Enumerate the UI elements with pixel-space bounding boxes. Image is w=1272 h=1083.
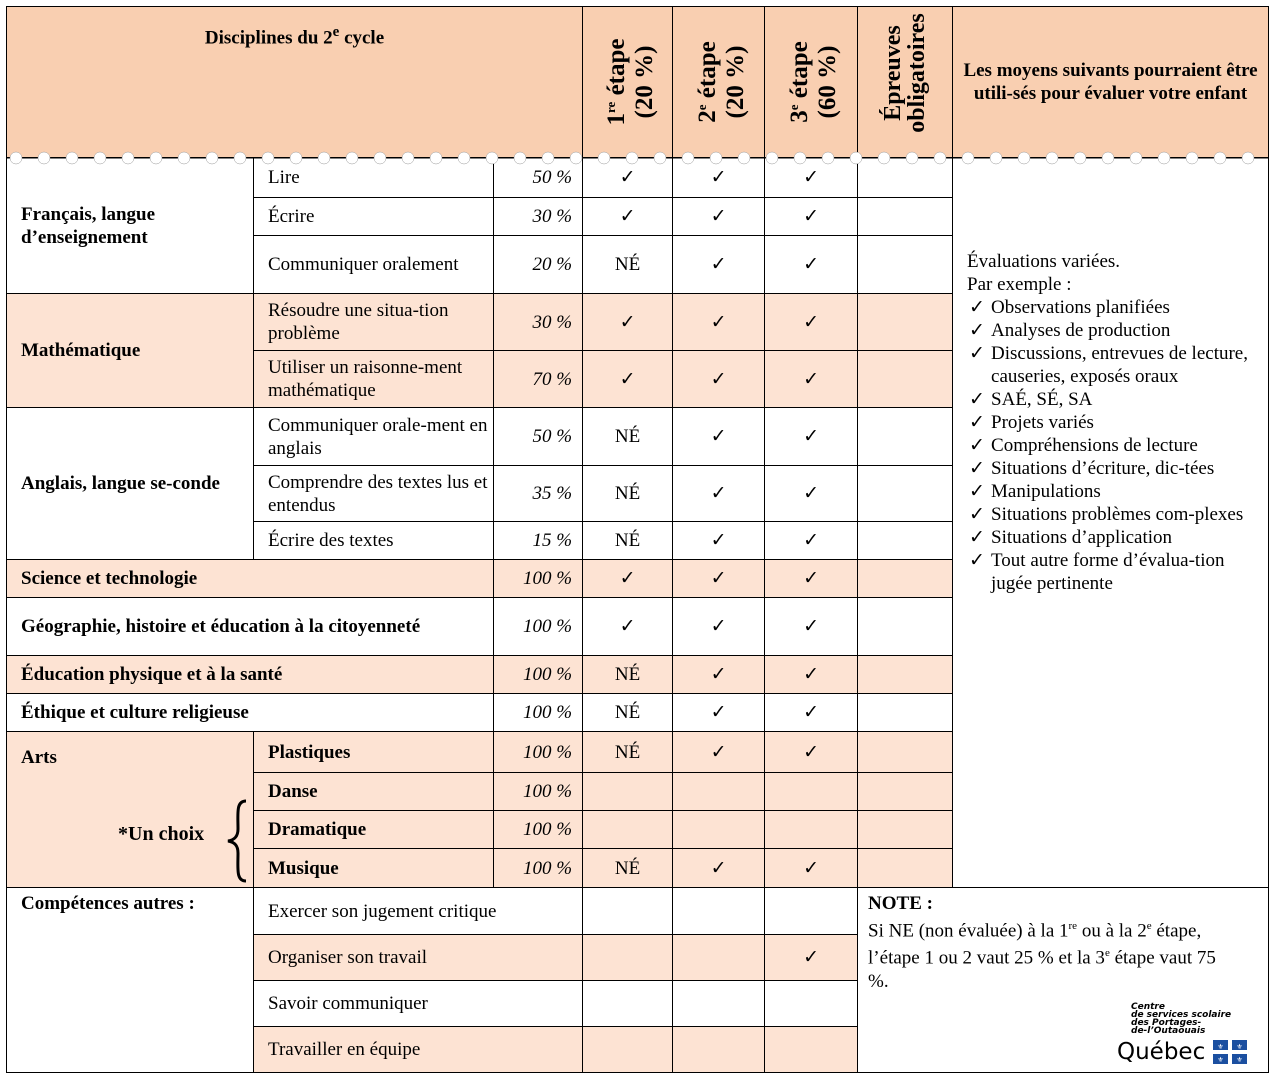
empty-cell xyxy=(858,811,953,849)
weight-value: 35 % xyxy=(494,466,583,522)
dotted-divider xyxy=(6,151,1268,165)
header-step3: 3e étape (60 %) xyxy=(765,7,858,158)
divider-dot xyxy=(1130,152,1142,164)
subject-francais: Français, langue d’enseignement xyxy=(7,158,254,294)
weight-value: 100 % xyxy=(494,656,583,694)
divider-dot xyxy=(906,152,918,164)
list-item: ✓ Compréhensions de lecture xyxy=(969,435,1198,456)
empty-cell xyxy=(673,811,765,849)
empty-cell xyxy=(673,935,765,981)
divider-dot xyxy=(598,152,610,164)
check-mark: ✓ xyxy=(673,598,765,656)
check-mark: ✓ xyxy=(765,158,858,198)
empty-cell xyxy=(583,981,673,1027)
divider-dot xyxy=(850,152,862,164)
divider-dot xyxy=(150,152,162,164)
subject-maths: Mathématique xyxy=(7,294,254,408)
divider-dot xyxy=(66,152,78,164)
not-evaluated-mark: NÉ xyxy=(583,849,673,888)
divider-dot xyxy=(1158,152,1170,164)
svg-text:⚜: ⚜ xyxy=(1217,1056,1224,1064)
table-row xyxy=(7,888,1269,935)
list-item: ✓ Tout autre forme d’évalua-tion jugée pertinente xyxy=(969,550,1225,594)
empty-cell xyxy=(858,598,953,656)
divider-dot xyxy=(1242,152,1254,164)
list-item: ✓ Analyses de production xyxy=(969,320,1171,341)
empty-cell xyxy=(858,560,953,598)
divider-dot xyxy=(1074,152,1086,164)
check-mark: ✓ xyxy=(583,560,673,598)
divider-dot xyxy=(570,152,582,164)
divider-dot xyxy=(766,152,778,164)
header-title: Disciplines du 2e cycle xyxy=(7,7,583,158)
arts-choice-label: *Un choix xyxy=(118,823,205,845)
weight-value: 100 % xyxy=(494,560,583,598)
check-mark: ✓ xyxy=(765,466,858,522)
header-step1: 1re étape (20 %) xyxy=(583,7,673,158)
divider-dot xyxy=(738,152,750,164)
header-step2: 2e étape (20 %) xyxy=(673,7,765,158)
weight-value: 50 % xyxy=(494,408,583,466)
divider-dot xyxy=(1018,152,1030,164)
fleurdelise-icon xyxy=(1213,1040,1247,1064)
header-exams: Épreuves obligatoires xyxy=(858,7,953,158)
check-mark: ✓ xyxy=(583,158,673,198)
empty-cell xyxy=(583,888,673,935)
empty-cell xyxy=(673,981,765,1027)
empty-cell xyxy=(858,198,953,236)
check-mark: ✓ xyxy=(765,294,858,351)
divider-dot xyxy=(206,152,218,164)
divider-dot xyxy=(262,152,274,164)
competency-label: Utiliser un raisonne-ment mathématique xyxy=(254,351,494,408)
check-mark: ✓ xyxy=(673,732,765,773)
header-means: Les moyens suivants pourraient être utili-sés pour évaluer votre enfant xyxy=(953,7,1269,158)
divider-dot xyxy=(346,152,358,164)
subject-education-physique: Éducation physique et à la santé xyxy=(7,656,494,694)
divider-dot xyxy=(458,152,470,164)
svg-text:⚜: ⚜ xyxy=(1217,1043,1224,1051)
check-mark: ✓ xyxy=(765,408,858,466)
divider-dot xyxy=(486,152,498,164)
divider-dot xyxy=(654,152,666,164)
empty-cell xyxy=(858,408,953,466)
empty-cell xyxy=(858,294,953,351)
not-evaluated-mark: NÉ xyxy=(583,522,673,560)
not-evaluated-mark: NÉ xyxy=(583,466,673,522)
weight-value: 30 % xyxy=(494,294,583,351)
not-evaluated-mark: NÉ xyxy=(583,408,673,466)
empty-cell xyxy=(765,811,858,849)
competency-label: Organiser son travail xyxy=(254,935,583,981)
weight-value: 100 % xyxy=(494,811,583,849)
svg-text:⚜: ⚜ xyxy=(1236,1043,1243,1051)
check-mark: ✓ xyxy=(673,158,765,198)
divider-dot xyxy=(178,152,190,164)
list-item: ✓ Projets variés xyxy=(969,412,1094,433)
check-mark: ✓ xyxy=(673,198,765,236)
competency-label: Communiquer oralement xyxy=(254,236,494,294)
list-item: ✓ Situations problèmes com-plexes xyxy=(969,504,1244,525)
empty-cell xyxy=(765,773,858,811)
check-mark: ✓ xyxy=(673,466,765,522)
empty-cell xyxy=(583,773,673,811)
subject-geographie: Géographie, histoire et éducation à la citoyenneté xyxy=(7,598,494,656)
weight-value: 30 % xyxy=(494,198,583,236)
not-evaluated-mark: NÉ xyxy=(583,694,673,732)
empty-cell xyxy=(583,1027,673,1073)
weight-value: 15 % xyxy=(494,522,583,560)
empty-cell xyxy=(765,888,858,935)
not-evaluated-mark: NÉ xyxy=(583,732,673,773)
competency-label: Exercer son jugement critique xyxy=(254,888,583,935)
list-item: ✓ Discussions, entrevues de lecture, causeries, exposés oraux xyxy=(969,343,1248,387)
divider-dot xyxy=(514,152,526,164)
check-mark: ✓ xyxy=(673,522,765,560)
empty-cell xyxy=(765,981,858,1027)
divider-dot xyxy=(402,152,414,164)
divider-dot xyxy=(430,152,442,164)
check-mark: ✓ xyxy=(765,732,858,773)
divider-dot xyxy=(542,152,554,164)
divider-dot xyxy=(318,152,330,164)
empty-cell xyxy=(858,656,953,694)
note-title: NOTE : xyxy=(868,893,933,914)
empty-cell xyxy=(858,466,953,522)
list-item: ✓ SAÉ, SÉ, SA xyxy=(969,389,1093,410)
competency-label: Savoir communiquer xyxy=(254,981,583,1027)
list-item: ✓ Situations d’application xyxy=(969,527,1173,548)
check-mark: ✓ xyxy=(673,408,765,466)
weight-value: 100 % xyxy=(494,849,583,888)
check-mark: ✓ xyxy=(583,598,673,656)
divider-dot xyxy=(234,152,246,164)
empty-cell xyxy=(583,935,673,981)
check-mark: ✓ xyxy=(673,294,765,351)
empty-cell xyxy=(858,849,953,888)
empty-cell xyxy=(858,732,953,773)
divider-dot xyxy=(1046,152,1058,164)
weight-value: 70 % xyxy=(494,351,583,408)
means-intro: Évaluations variées. xyxy=(967,251,1121,272)
divider-dot xyxy=(38,152,50,164)
competency-label: Écrire xyxy=(254,198,494,236)
empty-cell xyxy=(673,773,765,811)
divider-dot xyxy=(374,152,386,164)
check-mark: ✓ xyxy=(765,694,858,732)
evaluation-means-list xyxy=(953,158,1269,888)
divider-dot xyxy=(1186,152,1198,164)
competency-label: Danse xyxy=(254,773,494,811)
divider-dot xyxy=(822,152,834,164)
quebec-logo: Centre de services scolaire des Portages- de-l’Outaouais Québec ⚜ ⚜ ⚜ ⚜ xyxy=(1117,1003,1267,1077)
competency-label: Écrire des textes xyxy=(254,522,494,560)
divider-dot xyxy=(1214,152,1226,164)
competency-label: Musique xyxy=(254,849,494,888)
divider-dot xyxy=(10,152,22,164)
subject-science: Science et technologie xyxy=(7,560,494,598)
divider-dot xyxy=(878,152,890,164)
competency-label: Lire xyxy=(254,158,494,198)
check-mark: ✓ xyxy=(583,294,673,351)
other-competencies-title: Compétences autres : xyxy=(7,888,254,1073)
check-mark: ✓ xyxy=(673,236,765,294)
divider-dot xyxy=(94,152,106,164)
note-text: Si NE (non évaluée) à la 1re ou à la 2e étape, l’étape 1 ou 2 vaut 25 % et la 3e étape vaut 75 %. xyxy=(868,920,1216,992)
check-mark: ✓ xyxy=(673,351,765,408)
divider-dot xyxy=(682,152,694,164)
competency-label: Travailler en équipe xyxy=(254,1027,583,1073)
check-mark: ✓ xyxy=(765,598,858,656)
check-mark: ✓ xyxy=(765,656,858,694)
check-mark: ✓ xyxy=(673,656,765,694)
check-mark: ✓ xyxy=(583,198,673,236)
divider-dot xyxy=(122,152,134,164)
check-mark: ✓ xyxy=(765,935,858,981)
check-mark: ✓ xyxy=(765,351,858,408)
check-mark: ✓ xyxy=(765,236,858,294)
divider-dot xyxy=(710,152,722,164)
empty-cell xyxy=(673,888,765,935)
weight-value: 100 % xyxy=(494,598,583,656)
competency-label: Résoudre une situa-tion problème xyxy=(254,294,494,351)
empty-cell xyxy=(858,773,953,811)
weight-value: 50 % xyxy=(494,158,583,198)
empty-cell xyxy=(858,694,953,732)
subject-anglais: Anglais, langue se-conde xyxy=(7,408,254,560)
competency-label: Dramatique xyxy=(254,811,494,849)
divider-dot xyxy=(962,152,974,164)
check-mark: ✓ xyxy=(673,849,765,888)
weight-value: 100 % xyxy=(494,694,583,732)
check-mark: ✓ xyxy=(765,522,858,560)
check-mark: ✓ xyxy=(765,849,858,888)
competency-label: Plastiques xyxy=(254,732,494,773)
divider-dot xyxy=(794,152,806,164)
competency-label: Comprendre des textes lus et entendus xyxy=(254,466,494,522)
list-item: ✓ Situations d’écriture, dic-tées xyxy=(969,458,1215,479)
header-row xyxy=(7,7,1269,158)
competency-label: Communiquer orale-ment en anglais xyxy=(254,408,494,466)
subject-ethique: Éthique et culture religieuse xyxy=(7,694,494,732)
empty-cell xyxy=(673,1027,765,1073)
empty-cell xyxy=(858,522,953,560)
weight-value: 100 % xyxy=(494,773,583,811)
divider-dot xyxy=(934,152,946,164)
divider-dot xyxy=(290,152,302,164)
check-mark: ✓ xyxy=(765,198,858,236)
empty-cell xyxy=(858,236,953,294)
not-evaluated-mark: NÉ xyxy=(583,236,673,294)
evaluation-table xyxy=(6,6,1269,1073)
check-mark: ✓ xyxy=(673,560,765,598)
svg-text:⚜: ⚜ xyxy=(1236,1056,1243,1064)
not-evaluated-mark: NÉ xyxy=(583,656,673,694)
divider-dot xyxy=(626,152,638,164)
check-mark: ✓ xyxy=(765,560,858,598)
subject-arts: Arts xyxy=(7,732,254,888)
list-item: ✓ Manipulations xyxy=(969,481,1101,502)
check-mark: ✓ xyxy=(673,694,765,732)
list-item: ✓ Observations planifiées xyxy=(969,297,1170,318)
brace-icon xyxy=(226,799,250,883)
empty-cell xyxy=(765,1027,858,1073)
means-example: Par exemple : xyxy=(967,274,1072,295)
divider-dot xyxy=(1102,152,1114,164)
weight-value: 20 % xyxy=(494,236,583,294)
divider-dot xyxy=(990,152,1002,164)
check-mark: ✓ xyxy=(583,351,673,408)
empty-cell xyxy=(583,811,673,849)
empty-cell xyxy=(858,351,953,408)
weight-value: 100 % xyxy=(494,732,583,773)
